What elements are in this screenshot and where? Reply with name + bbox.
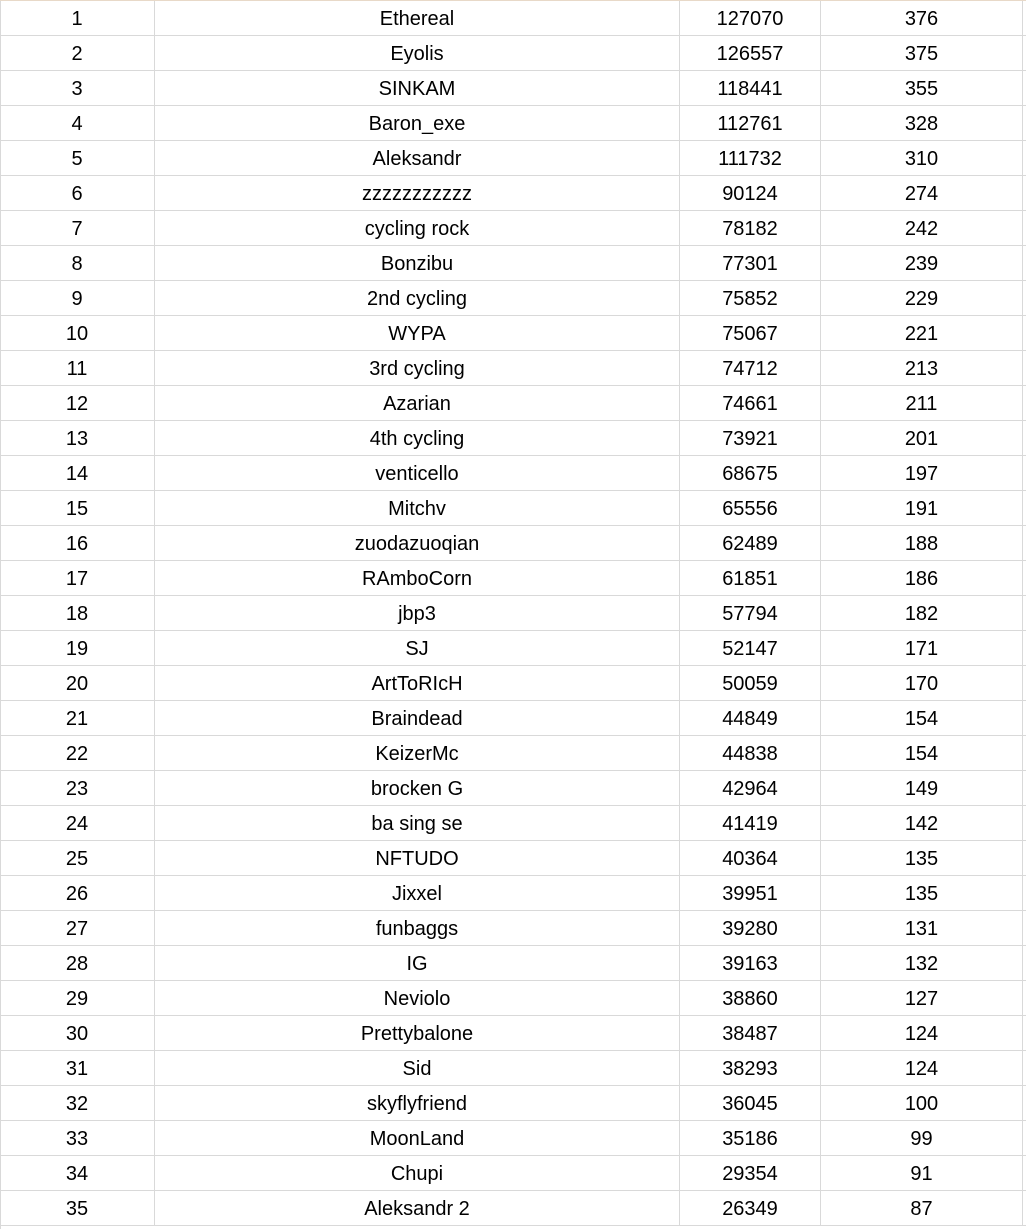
rank-cell[interactable]: 30 [0, 1016, 155, 1050]
name-cell[interactable]: WYPA [155, 316, 680, 350]
rank-cell[interactable]: 14 [0, 456, 155, 490]
table-row [0, 106, 1026, 141]
count-cell[interactable]: 100 [821, 1086, 1023, 1120]
count-cell[interactable]: 221 [821, 316, 1023, 350]
rank-cell[interactable]: 11 [0, 351, 155, 385]
table-row [0, 876, 1026, 911]
rank-cell[interactable]: 23 [0, 771, 155, 805]
count-cell[interactable]: 274 [821, 176, 1023, 210]
name-cell[interactable]: RAmboCorn [155, 561, 680, 595]
table-row [0, 736, 1026, 771]
name-cell[interactable]: SINKAM [155, 71, 680, 105]
score-cell[interactable]: 29354 [680, 1156, 821, 1190]
score-cell[interactable]: 74712 [680, 351, 821, 385]
score-cell[interactable]: 57794 [680, 596, 821, 630]
score-cell[interactable]: 126557 [680, 36, 821, 70]
rank-cell[interactable]: 20 [0, 666, 155, 700]
name-cell[interactable]: venticello [155, 456, 680, 490]
score-cell[interactable]: 112761 [680, 106, 821, 140]
table-row [0, 456, 1026, 491]
name-cell[interactable]: Azarian [155, 386, 680, 420]
score-cell[interactable]: 39280 [680, 911, 821, 945]
table-row [0, 771, 1026, 806]
name-cell[interactable]: funbaggs [155, 911, 680, 945]
name-cell[interactable]: Prettybalone [155, 1016, 680, 1050]
score-cell[interactable]: 36045 [680, 1086, 821, 1120]
name-cell[interactable]: 4th cycling [155, 421, 680, 455]
score-cell[interactable]: 61851 [680, 561, 821, 595]
count-cell[interactable]: 135 [821, 876, 1023, 910]
score-cell[interactable]: 73921 [680, 421, 821, 455]
name-cell[interactable]: Bonzibu [155, 246, 680, 280]
count-cell[interactable]: 149 [821, 771, 1023, 805]
rank-cell[interactable]: 13 [0, 421, 155, 455]
name-cell[interactable]: ArtToRIcH [155, 666, 680, 700]
score-cell[interactable]: 42964 [680, 771, 821, 805]
name-cell[interactable]: jbp3 [155, 596, 680, 630]
count-cell[interactable]: 188 [821, 526, 1023, 560]
count-cell[interactable]: 154 [821, 736, 1023, 770]
count-cell[interactable]: 310 [821, 141, 1023, 175]
rank-cell[interactable]: 2 [0, 36, 155, 70]
score-cell[interactable]: 74661 [680, 386, 821, 420]
name-cell[interactable]: Eyolis [155, 36, 680, 70]
table-row [0, 71, 1026, 106]
table-row [0, 981, 1026, 1016]
table-row [0, 1051, 1026, 1086]
name-cell[interactable]: KeizerMc [155, 736, 680, 770]
name-cell[interactable]: Neviolo [155, 981, 680, 1015]
table-row [0, 1, 1026, 36]
rank-cell[interactable]: 28 [0, 946, 155, 980]
score-cell[interactable]: 39163 [680, 946, 821, 980]
name-cell[interactable]: skyflyfriend [155, 1086, 680, 1120]
score-cell[interactable]: 111732 [680, 141, 821, 175]
table-row [0, 491, 1026, 526]
score-cell[interactable]: 68675 [680, 456, 821, 490]
count-cell[interactable]: 186 [821, 561, 1023, 595]
name-cell[interactable]: zuodazuoqian [155, 526, 680, 560]
table-row [0, 701, 1026, 736]
rank-cell[interactable]: 1 [0, 1, 155, 35]
table-row [0, 666, 1026, 701]
rank-cell[interactable]: 24 [0, 806, 155, 840]
score-cell[interactable]: 39951 [680, 876, 821, 910]
score-cell[interactable]: 41419 [680, 806, 821, 840]
name-cell[interactable]: brocken G [155, 771, 680, 805]
count-cell[interactable]: 375 [821, 36, 1023, 70]
name-cell[interactable]: Braindead [155, 701, 680, 735]
rank-cell[interactable]: 15 [0, 491, 155, 525]
table-row [0, 596, 1026, 631]
rank-cell[interactable]: 6 [0, 176, 155, 210]
count-cell[interactable]: 142 [821, 806, 1023, 840]
name-cell[interactable]: Mitchv [155, 491, 680, 525]
name-cell[interactable]: Baron_exe [155, 106, 680, 140]
count-cell[interactable]: 135 [821, 841, 1023, 875]
table-row [0, 841, 1026, 876]
count-cell[interactable]: 154 [821, 701, 1023, 735]
count-cell[interactable]: 355 [821, 71, 1023, 105]
table-row [0, 561, 1026, 596]
count-cell[interactable]: 99 [821, 1121, 1023, 1155]
count-cell[interactable]: 171 [821, 631, 1023, 665]
score-cell[interactable]: 40364 [680, 841, 821, 875]
table-row [0, 911, 1026, 946]
rank-cell[interactable]: 8 [0, 246, 155, 280]
table-row [0, 1191, 1026, 1226]
count-cell[interactable]: 87 [821, 1191, 1023, 1225]
score-cell[interactable]: 75852 [680, 281, 821, 315]
name-cell[interactable]: Aleksandr 2 [155, 1191, 680, 1225]
table-row [0, 1086, 1026, 1121]
table-row [0, 1016, 1026, 1051]
name-cell[interactable]: zzzzzzzzzzz [155, 176, 680, 210]
table-row [0, 176, 1026, 211]
score-cell[interactable]: 52147 [680, 631, 821, 665]
rank-cell[interactable]: 5 [0, 141, 155, 175]
name-cell[interactable]: 3rd cycling [155, 351, 680, 385]
score-cell[interactable]: 62489 [680, 526, 821, 560]
rank-cell[interactable]: 12 [0, 386, 155, 420]
score-cell[interactable]: 65556 [680, 491, 821, 525]
count-cell[interactable]: 124 [821, 1016, 1023, 1050]
table-row [0, 386, 1026, 421]
count-cell[interactable]: 132 [821, 946, 1023, 980]
name-cell[interactable]: Ethereal [155, 1, 680, 35]
count-cell[interactable]: 242 [821, 211, 1023, 245]
table-row [0, 36, 1026, 71]
score-cell[interactable]: 44838 [680, 736, 821, 770]
score-cell[interactable]: 38487 [680, 1016, 821, 1050]
score-cell[interactable]: 26349 [680, 1191, 821, 1225]
table-row [0, 211, 1026, 246]
count-cell[interactable]: 213 [821, 351, 1023, 385]
table-row [0, 246, 1026, 281]
count-cell[interactable]: 170 [821, 666, 1023, 700]
rank-cell[interactable]: 26 [0, 876, 155, 910]
name-cell[interactable]: Sid [155, 1051, 680, 1085]
name-cell[interactable]: cycling rock [155, 211, 680, 245]
score-cell[interactable]: 38293 [680, 1051, 821, 1085]
table-row [0, 946, 1026, 981]
score-cell[interactable]: 44849 [680, 701, 821, 735]
table-row [0, 141, 1026, 176]
rank-cell[interactable]: 25 [0, 841, 155, 875]
count-cell[interactable]: 211 [821, 386, 1023, 420]
rank-cell[interactable]: 3 [0, 71, 155, 105]
count-cell[interactable]: 328 [821, 106, 1023, 140]
rank-cell[interactable]: 29 [0, 981, 155, 1015]
score-cell[interactable]: 127070 [680, 1, 821, 35]
count-cell[interactable]: 197 [821, 456, 1023, 490]
rank-cell[interactable]: 32 [0, 1086, 155, 1120]
name-cell[interactable]: IG [155, 946, 680, 980]
name-cell[interactable]: MoonLand [155, 1121, 680, 1155]
rank-cell[interactable]: 17 [0, 561, 155, 595]
name-cell[interactable]: Chupi [155, 1156, 680, 1190]
score-cell[interactable]: 35186 [680, 1121, 821, 1155]
rank-cell[interactable]: 16 [0, 526, 155, 560]
rank-cell[interactable]: 34 [0, 1156, 155, 1190]
count-cell[interactable]: 127 [821, 981, 1023, 1015]
score-cell[interactable]: 78182 [680, 211, 821, 245]
name-cell[interactable]: Jixxel [155, 876, 680, 910]
rank-cell[interactable]: 31 [0, 1051, 155, 1085]
rank-cell[interactable]: 21 [0, 701, 155, 735]
table-row [0, 421, 1026, 456]
rank-cell[interactable]: 9 [0, 281, 155, 315]
rank-cell[interactable]: 4 [0, 106, 155, 140]
name-cell[interactable]: ba sing se [155, 806, 680, 840]
name-cell[interactable]: 2nd cycling [155, 281, 680, 315]
rank-cell[interactable]: 27 [0, 911, 155, 945]
score-cell[interactable]: 90124 [680, 176, 821, 210]
rank-cell[interactable]: 35 [0, 1191, 155, 1225]
table-row [0, 281, 1026, 316]
count-cell[interactable]: 229 [821, 281, 1023, 315]
score-cell[interactable]: 77301 [680, 246, 821, 280]
rank-cell[interactable]: 10 [0, 316, 155, 350]
table-row [0, 351, 1026, 386]
name-cell[interactable]: SJ [155, 631, 680, 665]
count-cell[interactable]: 201 [821, 421, 1023, 455]
table-row [0, 631, 1026, 666]
rank-cell[interactable]: 22 [0, 736, 155, 770]
rank-cell[interactable]: 18 [0, 596, 155, 630]
name-cell[interactable]: NFTUDO [155, 841, 680, 875]
count-cell[interactable]: 131 [821, 911, 1023, 945]
rank-cell[interactable]: 19 [0, 631, 155, 665]
rank-cell[interactable]: 7 [0, 211, 155, 245]
count-cell[interactable]: 191 [821, 491, 1023, 525]
count-cell[interactable]: 376 [821, 1, 1023, 35]
score-cell[interactable]: 50059 [680, 666, 821, 700]
score-cell[interactable]: 118441 [680, 71, 821, 105]
count-cell[interactable]: 239 [821, 246, 1023, 280]
table-row [0, 526, 1026, 561]
table-row [0, 1121, 1026, 1156]
score-cell[interactable]: 38860 [680, 981, 821, 1015]
count-cell[interactable]: 91 [821, 1156, 1023, 1190]
name-cell[interactable]: Aleksandr [155, 141, 680, 175]
count-cell[interactable]: 124 [821, 1051, 1023, 1085]
score-cell[interactable]: 75067 [680, 316, 821, 350]
table-row [0, 1156, 1026, 1191]
table-row [0, 316, 1026, 351]
rank-cell[interactable]: 33 [0, 1121, 155, 1155]
count-cell[interactable]: 182 [821, 596, 1023, 630]
table-row [0, 806, 1026, 841]
